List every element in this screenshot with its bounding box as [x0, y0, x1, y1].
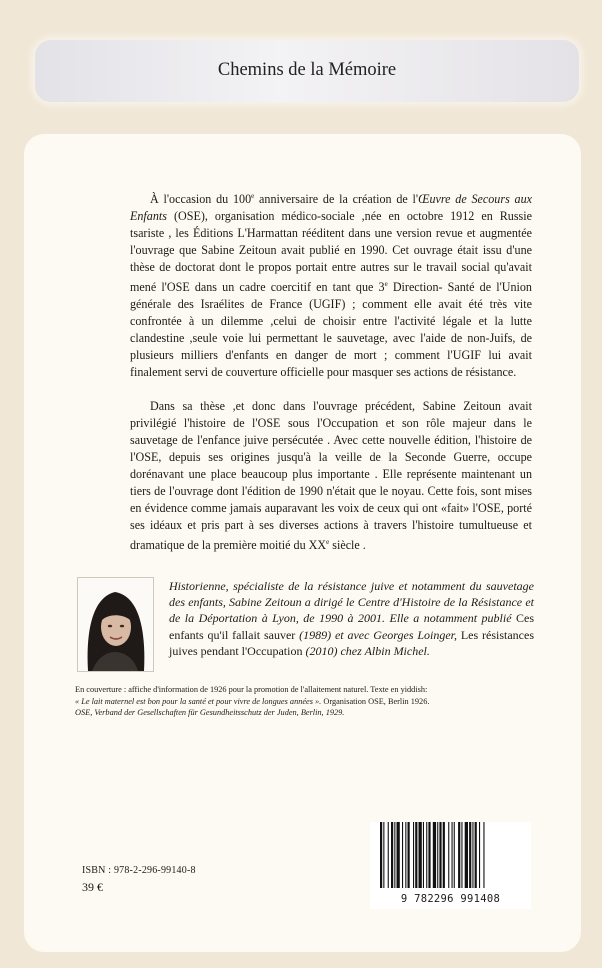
barcode-bar: [479, 822, 480, 888]
paragraph-2: Dans sa thèse ,et donc dans l'ouvrage précédent, Sabine Zeitoun avait privilégié l'histoire de l'OSE sous l'Occupation et son rôle majeur dans le sauvetage de l'enfance juive persécutée . Avec cette nouvelle édition, l'histoire de l'OSE, depuis ses origines jusqu'à la veille de la Seconde Guerre, occupe dorénavant une place beaucoup plus importante . Elle représente maintenant un tiers de l'ouvrage dont l'édition de 1990 n'était que le noyau. Cette fois, sont mises en évidence comme jamais auparavant les voix de ceux qui ont «fait» l'OSE, porté ses idéaux et pris part à ses diverses actions à travers l'histoire tumultueuse et dramatique de la première moitié du XXe siècle .: [130, 399, 532, 553]
barcode-bar: [419, 822, 422, 888]
title-banner: [35, 40, 579, 102]
barcode: [370, 822, 531, 909]
barcode-bar: [472, 822, 473, 888]
cover-credit: [75, 684, 545, 719]
cover-credit-line-2: « Le lait maternel est bon pour la santé et pour vivre de longues années ». Organisation OSE, Berlin 1926.: [75, 696, 430, 706]
barcode-bars: [378, 822, 523, 890]
cover-credit-line-1: En couverture : affiche d'information de 1926 pour la promotion de l'allaitement naturel. Texte en yiddish:: [75, 685, 428, 694]
barcode-bar: [423, 822, 424, 888]
barcode-bar: [469, 822, 471, 888]
barcode-bar: [452, 822, 453, 888]
barcode-bar: [428, 822, 430, 888]
barcode-bar: [383, 822, 384, 888]
barcode-bar: [388, 822, 389, 888]
author-bio: Historienne, spécialiste de la résistance juive et notamment du sauvetage des enfants, Sabine Zeitoun a dirigé le Centre d'Histoire de la Résistance et de la Déportation à Lyon, de 1990 à 2001. Elle a notamment publié Ces enfants qu'il fallait sauver (1989) et avec Georges Loinger, Les résistances juives pendant l'Occupation (2010) chez Albin Michel.: [169, 579, 535, 658]
collection-title: Chemins de la Mémoire: [217, 60, 397, 80]
barcode-bar: [405, 822, 406, 888]
barcode-bar: [437, 822, 438, 888]
barcode-bar: [394, 822, 395, 888]
barcode-bar: [397, 822, 400, 888]
barcode-bar: [448, 822, 449, 888]
barcode-bar: [408, 822, 410, 888]
cover-credit-line-3: OSE, Verband der Gesellschaften für Gesundheitsschutz der Juden, Berlin, 1929.: [75, 708, 345, 717]
barcode-bar: [443, 822, 445, 888]
barcode-bar: [475, 822, 477, 888]
back-cover-text: [130, 188, 532, 571]
barcode-bar: [465, 822, 468, 888]
book-title-1: Ces enfants qu'il fallait sauver: [169, 611, 535, 642]
barcode-bar: [380, 822, 382, 888]
barcode-bar: [454, 822, 455, 888]
author-photo: [77, 577, 154, 672]
paragraph-1: À l'occasion du 100e anniversaire de la création de l'Œuvre de Secours aux Enfants (OSE), organisation médico-sociale ,née en octobre 1912 en Russie tsariste , les Éditions L'Harmattan rééditent dans une version revue et augmentée l'ouvrage que Sabine Zeitoun avait publié en 1990. Cet ouvrage était issu d'une thèse de doctorat dont le propos portait entre autres sur le travail social qu'avait mené l'OSE dans un cadre coercitif en tant que 3e Direction- Santé de l'Union générale des Israélites de France (UGIF) ; comment elle avait été très vite confrontée à un dilemme ,celui de choisir entre l'activité légale et la lutte clandestine ,seule voie lui permettant le sauvetage, avec l'aide de non-Juifs, de plusieurs milliers d'enfants en danger de mort ; comment l'UGIF lui avait finalement servi de couverture officielle pour masquer ses actions de résistance.: [130, 192, 533, 380]
barcode-bar: [433, 822, 436, 888]
barcode-bar: [391, 822, 393, 888]
barcode-bar: [426, 822, 427, 888]
barcode-bar: [402, 822, 403, 888]
book-title-2: Les résistances juives pendant l'Occupation: [169, 627, 534, 658]
barcode-bar: [461, 822, 462, 888]
barcode-bar: [415, 822, 417, 888]
isbn-text: ISBN : 978-2-296-99140-8: [82, 865, 196, 876]
book-title-oeuvre: Œuvre de Secours aux Enfants: [130, 192, 533, 224]
barcode-bar: [439, 822, 441, 888]
price-text: 39 €: [82, 880, 103, 894]
barcode-bar: [483, 822, 484, 888]
barcode-bar: [458, 822, 460, 888]
barcode-bar: [413, 822, 414, 888]
barcode-number: 9 782296 991408: [400, 893, 501, 905]
